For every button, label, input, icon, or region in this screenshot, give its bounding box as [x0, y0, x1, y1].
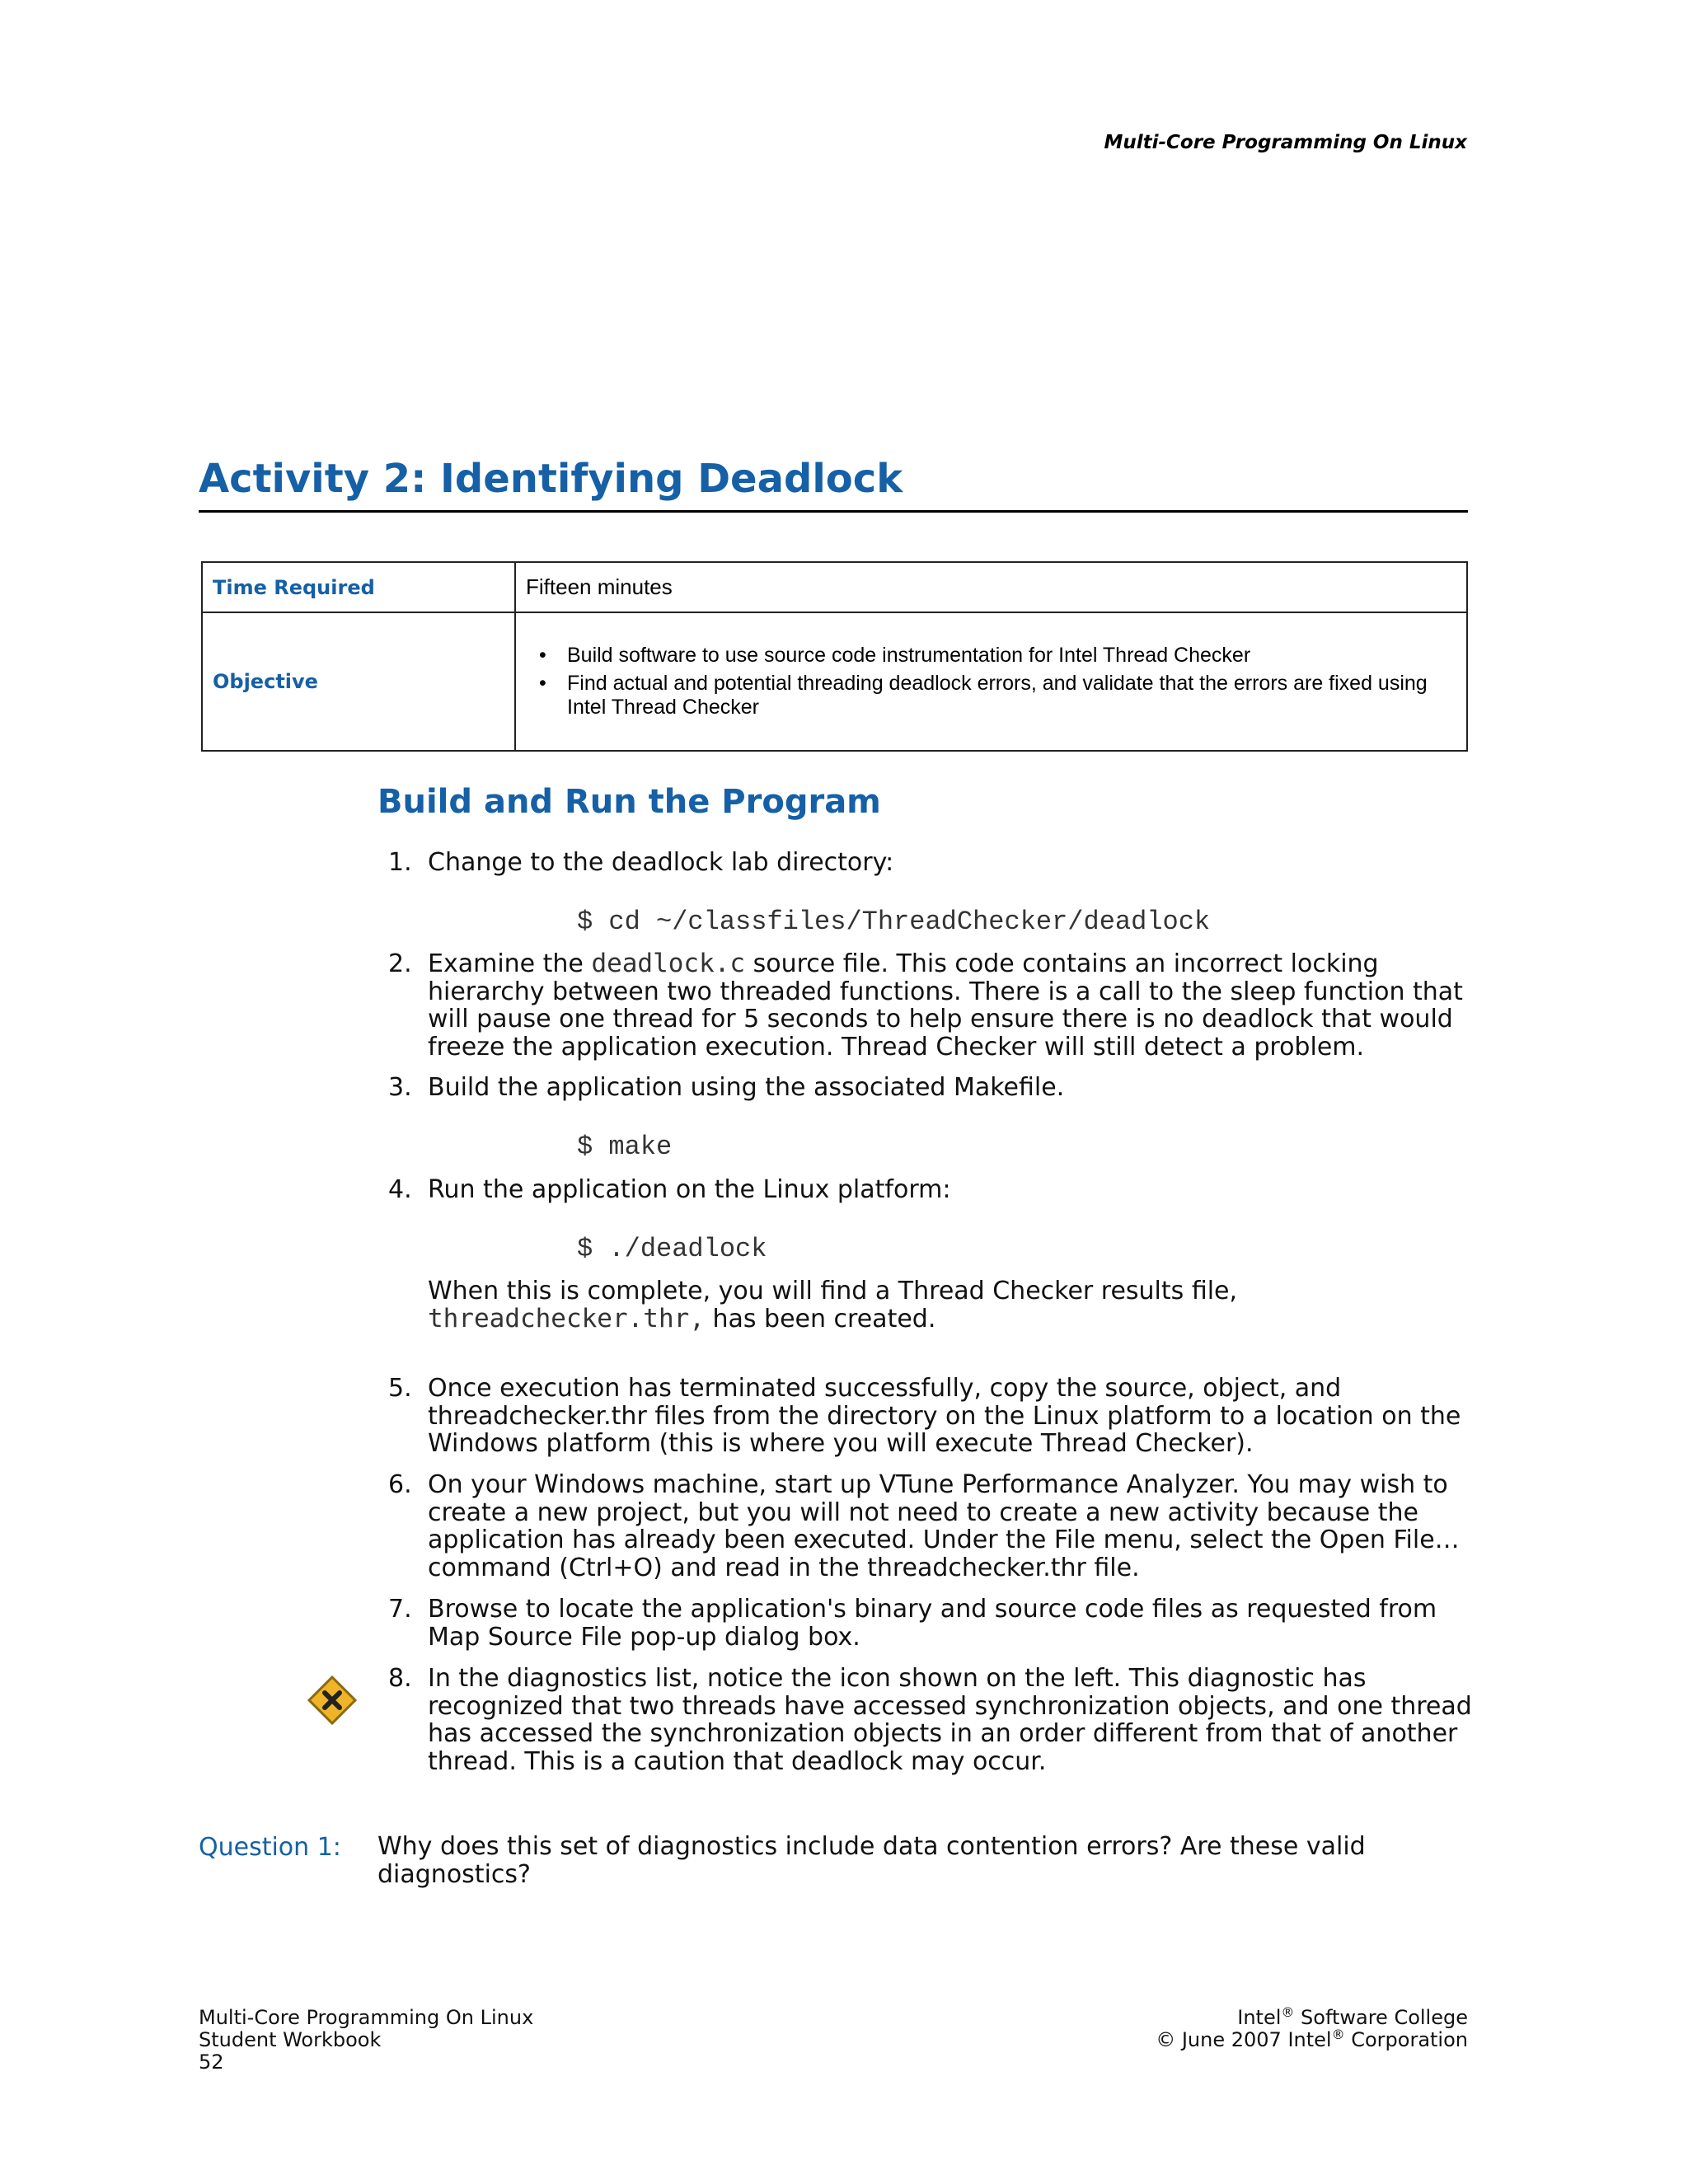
objective-value [515, 612, 1467, 751]
step-text: source file. This code contains an incorrect locking hierarchy between two threaded functions. There is a call to the sleep function that will pause one thread for 5 seconds to help ensure there is no deadlock that would freeze the application execution. Thread Checker will still detect a problem. [428, 949, 1463, 1062]
time-required-value: Fifteen minutes [515, 562, 1467, 612]
table-row-objective [202, 612, 1467, 751]
step-item-5 [388, 1374, 1475, 1458]
inline-code: deadlock.c [591, 949, 746, 978]
title-divider [199, 510, 1468, 513]
code-command: $ make [577, 1132, 673, 1162]
footer-copyright: © June 2007 Intel® Corporation [1156, 2027, 1468, 2051]
step-text: Browse to locate the application's binary and source code files as requested from Map Source File pop-up dialog box. [428, 1595, 1437, 1652]
objective-label: Objective [202, 612, 515, 751]
section-heading: Build and Run the Program [377, 783, 881, 821]
step-number: 6. [388, 1470, 412, 1499]
step-text: Once execution has terminated successfully, copy the source, object, and threadchecker.thr files from the directory on the Linux platform to a location on the Windows platform (this is where you will execute Thread Checker). [428, 1374, 1461, 1458]
step-item-4 [388, 1175, 1475, 1204]
table-row-time [202, 562, 1467, 612]
footer-book-title: Multi-Core Programming On Linux [199, 2006, 534, 2029]
step-item-3 [388, 1073, 1475, 1102]
step-note: When this is complete, you will find a Thread Checker results file, threadchecker.thr, has been created. [428, 1277, 1238, 1333]
step-text: Build the application using the associated Makefile. [428, 1073, 1065, 1102]
footer-left [199, 2007, 533, 2074]
step-item-2 [388, 949, 1475, 1062]
step-text: On your Windows machine, start up VTune Performance Analyzer. You may wish to create a new project, but you will not need to create a new activity because the application has already been executed. Under the File menu, select the Open File… command (Ctrl+O) and read in the threadchecker.thr file. [428, 1470, 1460, 1582]
objective-list [526, 644, 1465, 719]
page-number: 52 [199, 2050, 224, 2074]
footer-subtitle: Student Workbook [199, 2028, 382, 2051]
step-number: 2. [388, 949, 412, 978]
page-title: Activity 2: Identifying Deadlock [199, 456, 903, 502]
step-item-8 [388, 1664, 1475, 1776]
code-command: $ ./deadlock [577, 1234, 767, 1264]
step-item-7 [388, 1595, 1475, 1652]
time-required-label: Time Required [202, 562, 515, 612]
step-number: 8. [388, 1664, 412, 1693]
footer-publisher: Intel® Software College [1237, 2004, 1468, 2029]
step-item-6 [388, 1470, 1475, 1582]
list-item: • Build software to use source code instrumentation for Intel Thread Checker [539, 644, 1251, 667]
deadlock-warning-icon [307, 1675, 358, 1726]
running-header: Multi-Core Programming On Linux [1104, 132, 1467, 153]
step-number: 7. [388, 1595, 412, 1624]
step-number: 5. [388, 1374, 412, 1403]
step-text: Examine the [428, 949, 592, 978]
step-number: 1. [388, 848, 412, 877]
step-number: 4. [388, 1175, 412, 1204]
bullet-icon: • [539, 672, 546, 695]
question-label: Question 1: [199, 1833, 341, 1862]
footer-right [1156, 2004, 1468, 2051]
step-text: Change to the deadlock lab directory: [428, 848, 894, 877]
step-item-1 [388, 848, 1475, 877]
bullet-icon: • [539, 644, 546, 667]
step-text: Run the application on the Linux platform: [428, 1175, 951, 1204]
step-text: In the diagnostics list, notice the icon shown on the left. This diagnostic has recognized that two threads have accessed synchronization objects, and one thread has accessed the synchronization objects in an order different from that of another thread. This is a caution that deadlock may occur. [428, 1664, 1472, 1776]
question-text: Why does this set of diagnostics include data contention errors? Are these valid diagnostics? [377, 1832, 1366, 1889]
activity-info-table [201, 561, 1468, 752]
list-item: • Find actual and potential threading deadlock errors, and validate that the errors are fixed using Intel Thread Checker [539, 672, 1428, 719]
code-command: $ cd ~/classfiles/ThreadChecker/deadlock [577, 907, 1211, 937]
step-number: 3. [388, 1073, 412, 1102]
inline-code: threadchecker.thr, [428, 1303, 705, 1333]
